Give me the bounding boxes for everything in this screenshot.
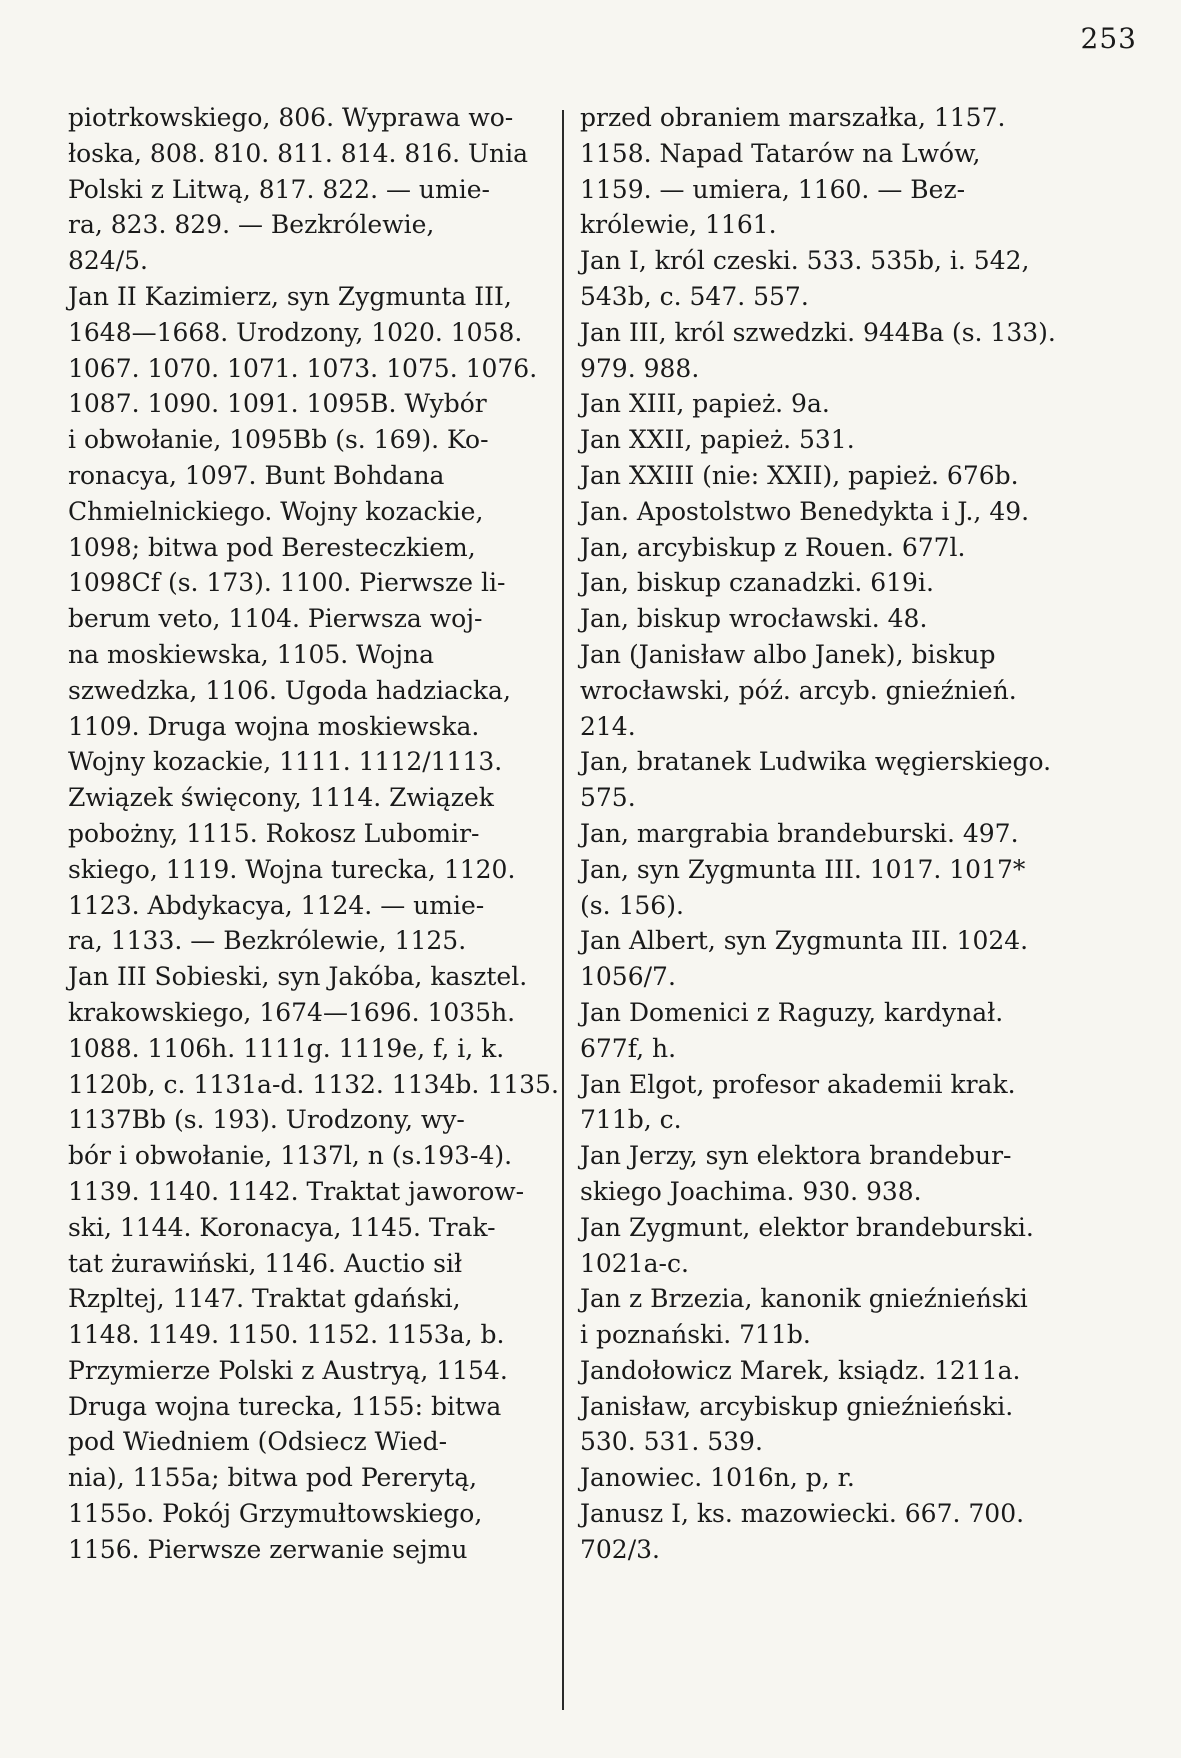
- index-line: 1155o. Pokój Grzymułtowskiego,: [68, 1499, 483, 1529]
- index-line: 1159. — umiera, 1160. — Bez-: [580, 174, 966, 204]
- index-line: Jan XXIII (nie: XXII), papież. 676b.: [580, 460, 1019, 490]
- index-line: 1139. 1140. 1142. Traktat jaworow-: [68, 1176, 525, 1206]
- index-line: 1098; bitwa pod Beresteczkiem,: [68, 532, 476, 562]
- index-line: 530. 531. 539.: [580, 1427, 763, 1457]
- index-line: 1087. 1090. 1091. 1095B. Wybór: [68, 389, 487, 419]
- index-line: pobożny, 1115. Rokosz Lubomir-: [68, 818, 480, 848]
- index-line: Jan III, król szwedzki. 944Ba (s. 133).: [580, 317, 1056, 347]
- index-line: Związek święcony, 1114. Związek: [68, 783, 494, 813]
- index-line: 677f, h.: [580, 1033, 677, 1063]
- index-line: Jan XXII, papież. 531.: [580, 425, 855, 455]
- index-line: Wojny kozackie, 1111. 1112/1113.: [68, 747, 503, 777]
- index-line: Janusz I, ks. mazowiecki. 667. 700.: [580, 1499, 1025, 1529]
- index-line: 575.: [580, 783, 636, 813]
- index-line: Janisław, arcybiskup gnieźnieński.: [580, 1391, 1014, 1421]
- index-line: przed obraniem marszałka, 1157.: [580, 103, 1006, 132]
- index-line: łoska, 808. 810. 811. 814. 816. Unia: [68, 138, 529, 168]
- index-line: 1021a-c.: [580, 1248, 689, 1278]
- index-line: 1156. Pierwsze zerwanie sejmu: [68, 1534, 468, 1564]
- index-line: 1098Cf (s. 173). 1100. Pierwsze li-: [68, 568, 506, 598]
- index-line: Jan, biskup czanadzki. 619i.: [580, 568, 934, 598]
- index-line: ra, 823. 829. — Bezkrólewie,: [68, 210, 435, 240]
- index-line: 1120b, c. 1131a-d. 1132. 1134b. 1135.: [68, 1069, 559, 1099]
- index-line: 1123. Abdykacya, 1124. — umie-: [68, 890, 485, 920]
- index-line: Jan Albert, syn Zygmunta III. 1024.: [580, 926, 1029, 956]
- index-line: Jan Elgot, profesor akademii krak.: [580, 1069, 1016, 1099]
- index-line: Jan III Sobieski, syn Jakóba, kasztel.: [68, 962, 528, 992]
- index-line: 1088. 1106h. 1111g. 1119e, f, i, k.: [68, 1033, 505, 1063]
- index-line: Przymierze Polski z Austryą, 1154.: [68, 1355, 508, 1385]
- index-line: berum veto, 1104. Pierwsza woj-: [68, 604, 483, 634]
- index-line: królewie, 1161.: [580, 210, 777, 240]
- index-line: szwedzka, 1106. Ugoda hadziacka,: [68, 675, 511, 705]
- index-line: Jan Jerzy, syn elektora brandebur-: [580, 1141, 1012, 1171]
- index-line: Jan Zygmunt, elektor brandeburski.: [580, 1212, 1034, 1242]
- index-line: Jan, syn Zygmunta III. 1017. 1017*: [580, 854, 1026, 884]
- index-line: 702/3.: [580, 1534, 660, 1564]
- index-line: Janowiec. 1016n, p, r.: [580, 1463, 855, 1493]
- index-line: Jan II Kazimierz, syn Zygmunta III,: [68, 281, 512, 311]
- index-line: Polski z Litwą, 817. 822. — umie-: [68, 174, 490, 204]
- index-line: 1137Bb (s. 193). Urodzony, wy-: [68, 1105, 465, 1135]
- index-line: na moskiewska, 1105. Wojna: [68, 639, 434, 669]
- index-line: bór i obwołanie, 1137l, n (s.193-4).: [68, 1141, 513, 1171]
- index-line: 214.: [580, 711, 636, 741]
- index-column-left: [68, 100, 559, 1568]
- index-line: wrocławski, póź. arcyb. gnieźnień.: [580, 675, 1017, 705]
- index-line: Rzpltej, 1147. Traktat gdański,: [68, 1284, 461, 1314]
- index-line: Jan XIII, papież. 9a.: [580, 389, 830, 419]
- index-line: Jandołowicz Marek, ksiądz. 1211a.: [580, 1355, 1021, 1385]
- index-line: 1158. Napad Tatarów na Lwów,: [580, 138, 981, 168]
- index-line: ronacya, 1097. Bunt Bohdana: [68, 460, 445, 490]
- index-line: ski, 1144. Koronacya, 1145. Trak-: [68, 1212, 496, 1242]
- index-line: 1067. 1070. 1071. 1073. 1075. 1076.: [68, 353, 538, 383]
- index-line: Jan, margrabia brandeburski. 497.: [580, 818, 1019, 848]
- index-line: Jan, biskup wrocławski. 48.: [580, 604, 928, 634]
- page-number: 253: [1080, 22, 1137, 55]
- index-line: skiego, 1119. Wojna turecka, 1120.: [68, 854, 516, 884]
- index-line: Druga wojna turecka, 1155: bitwa: [68, 1391, 502, 1421]
- index-line: pod Wiedniem (Odsiecz Wied-: [68, 1427, 448, 1457]
- index-line: Jan, bratanek Ludwika węgierskiego.: [580, 747, 1052, 777]
- index-line: skiego Joachima. 930. 938.: [580, 1176, 922, 1206]
- index-line: i obwołanie, 1095Bb (s. 169). Ko-: [68, 425, 489, 455]
- index-line: 543b, c. 547. 557.: [580, 281, 809, 311]
- index-line: Jan (Janisław albo Janek), biskup: [580, 639, 996, 669]
- index-line: i poznański. 711b.: [580, 1320, 811, 1350]
- index-line: ra, 1133. — Bezkrólewie, 1125.: [68, 926, 467, 956]
- index-line: 824/5.: [68, 246, 148, 276]
- index-line: 979. 988.: [580, 353, 700, 383]
- index-line: tat żurawiński, 1146. Auctio sił: [68, 1248, 463, 1278]
- index-line: 1648—1668. Urodzony, 1020. 1058.: [68, 317, 523, 347]
- index-line: (s. 156).: [580, 890, 684, 920]
- index-line: 711b, c.: [580, 1105, 682, 1135]
- index-line: 1109. Druga wojna moskiewska.: [68, 711, 480, 741]
- index-line: krakowskiego, 1674—1696. 1035h.: [68, 997, 516, 1027]
- index-line: 1148. 1149. 1150. 1152. 1153a, b.: [68, 1320, 505, 1350]
- index-line: Jan. Apostolstwo Benedykta i J., 49.: [580, 496, 1030, 526]
- index-line: nia), 1155a; bitwa pod Pererytą,: [68, 1463, 478, 1493]
- index-line: Jan I, król czeski. 533. 535b, i. 542,: [580, 246, 1030, 276]
- index-line: Jan, arcybiskup z Rouen. 677l.: [580, 532, 966, 562]
- index-line: 1056/7.: [580, 962, 676, 992]
- index-line: Chmielnickiego. Wojny kozackie,: [68, 496, 484, 526]
- index-column-right: [580, 100, 1132, 1568]
- column-divider: [562, 110, 564, 1710]
- index-line: Jan z Brzezia, kanonik gnieźnieński: [580, 1284, 1028, 1314]
- index-line: Jan Domenici z Raguzy, kardynał.: [580, 997, 1004, 1027]
- index-line: piotrkowskiego, 806. Wyprawa wo-: [68, 103, 514, 132]
